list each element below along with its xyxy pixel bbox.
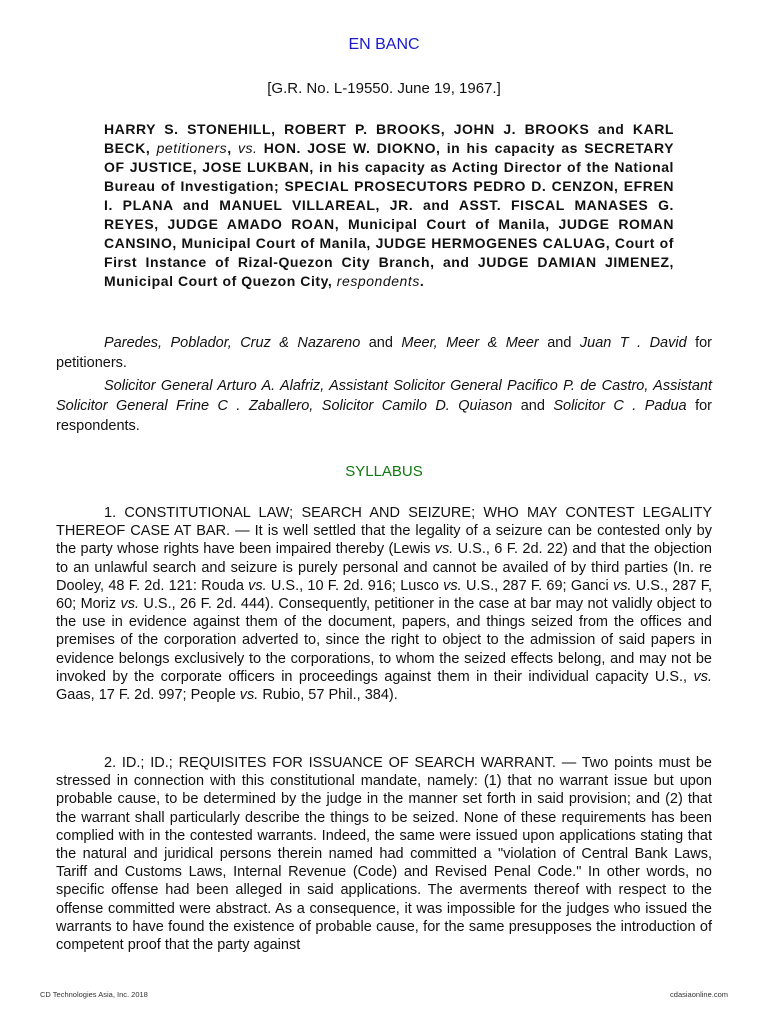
syllabus-paragraph-1 (56, 504, 712, 704)
counsel-firm-2: Meer, Meer & Meer (401, 335, 539, 351)
text-run: 1. CONSTITUTIONAL LAW; SEARCH AND SEIZURE; WHO MAY CONTEST LEGALITY THEREOF CASE AT BAR. — It is well settled that the legality of a seizure can be contested only by the party whose rights have been impaired thereby (Lewis (56, 505, 712, 558)
respondents-counsel-names: Solicitor General Arturo A. Alafriz, Assistant Solicitor General Pacifico P. de Castro, Assistant Solicitor General Frine C . Zaballero, Solicitor Camilo D. Quiason (56, 378, 712, 414)
respondents-counsel (56, 376, 712, 436)
syllabus-paragraph-2 (56, 754, 712, 954)
respondents-counsel-last: Solicitor C . Padua (553, 398, 687, 414)
counsel-conjunction: and (538, 335, 580, 351)
vs-italic: vs. (120, 596, 139, 613)
syllabus-heading: SYLLABUS (345, 463, 423, 480)
text-run: U.S., 26 F. 2d. 444). Consequently, petitioner in the case at bar may not validly object to the use in evidence against them of the document, papers, and things seized from the offices and premises of the corporation adverted to, since the right to object to the admission of said papers in evidence belongs exclusively to the corporations, to whom the seized effects belong, and may not be invoked by the corporate officers in proceedings against them in their individual capacity U.S., (56, 596, 712, 685)
text-run: 2. ID.; ID.; REQUISITES FOR ISSUANCE OF SEARCH WARRANT. — Two points must be stressed in connection with this constitutional mandate, namely: (1) that no warrant issue but upon probable cause, to be determined by the judge in the manner set forth in said provision; and (2) that the warrant shall particularly describe the things to be seized. None of these requirements has been complied with in the contested warrants. Indeed, the same were issued upon applications stating that the natural and juridical persons therein named had committed a "violation of Central Bank Laws, Tariff and Customs Laws, Internal Revenue (Code) and Revised Penal Code." In other words, no specific offense had been alleged in said applications. The averments thereof with respect to the offense committed were abstract. As a consequence, it was impossible for the judges who issued the warrants to have found the existence of probable cause, for the same presupposes the introduction of competent proof that the party against (56, 755, 712, 954)
petitioners-names: HARRY S. STONEHILL, ROBERT P. BROOKS, JOHN J. BROOKS and KARL BECK, (104, 121, 674, 156)
text-run: U.S., 10 F. 2d. 916; Lusco (266, 577, 444, 594)
counsel-firm-3: Juan T . David (579, 335, 687, 351)
vs-italic: vs. (248, 577, 267, 594)
counsel-suffix: for respondents. (56, 398, 712, 434)
parties-separator: , (227, 140, 238, 156)
vs-italic: vs. (443, 577, 462, 594)
text-run: U.S., 6 F. 2d. 22) and that the objection to an unlawful search and seizure is purely personal and cannot be availed of by third parties (In. re Dooley, 48 F. 2d. 121: Rouda (56, 541, 712, 594)
counsel-firm-1: Paredes, Poblador, Cruz & Nazareno (104, 335, 361, 351)
text-run: Rubio, 57 Phil., 384). (258, 687, 398, 704)
respondents-label: respondents (336, 273, 420, 289)
text-run: U.S., 287 F. 69; Ganci (461, 577, 613, 594)
petitioners-label: petitioners (156, 140, 228, 156)
footer-site: cdasiaonline.com (670, 990, 728, 999)
case-number: [G.R. No. L-19550. June 19, 1967.] (267, 80, 501, 97)
text-run: U.S., 287 F, 60; Moriz (56, 577, 712, 613)
counsel-suffix: for petitioners. (56, 335, 713, 371)
vs-italic: vs. (239, 687, 259, 704)
footer-publisher: CD Technologies Asia, Inc. 2018 (40, 990, 148, 999)
counsel-conjunction: and (512, 398, 554, 414)
respondents-names: HON. JOSE W. DIOKNO, in his capacity as SECRETARY OF JUSTICE, JOSE LUKBAN, in his capacity as Acting Director of the National Bureau of Investigation; SPECIAL PROSECUTORS PEDRO D. CENZON, EFREN I. PLANA and MANUEL VILLAREAL, JR. and ASST. FISCAL MANASES G. REYES, JUDGE AMADO ROAN, Municipal Court of Manila, JUDGE ROMAN CANSINO, Municipal Court of Manila, JUDGE HERMOGENES CALUAG, Court of First Instance of Rizal-Quezon City Branch, and JUDGE DAMIAN JIMENEZ, Municipal Court of Quezon City, (104, 140, 675, 289)
vs-italic: vs. (434, 541, 454, 558)
vs-italic: vs. (612, 577, 632, 594)
court-division: EN BANC (348, 36, 420, 53)
petitioners-counsel (56, 333, 712, 373)
text-run: Gaas, 17 F. 2d. 997; People (56, 687, 240, 704)
case-parties (104, 120, 674, 291)
versus-label: vs. (237, 140, 258, 156)
vs-italic: vs. (693, 668, 712, 685)
parties-end: . (419, 273, 425, 289)
counsel-conjunction: and (360, 335, 402, 351)
